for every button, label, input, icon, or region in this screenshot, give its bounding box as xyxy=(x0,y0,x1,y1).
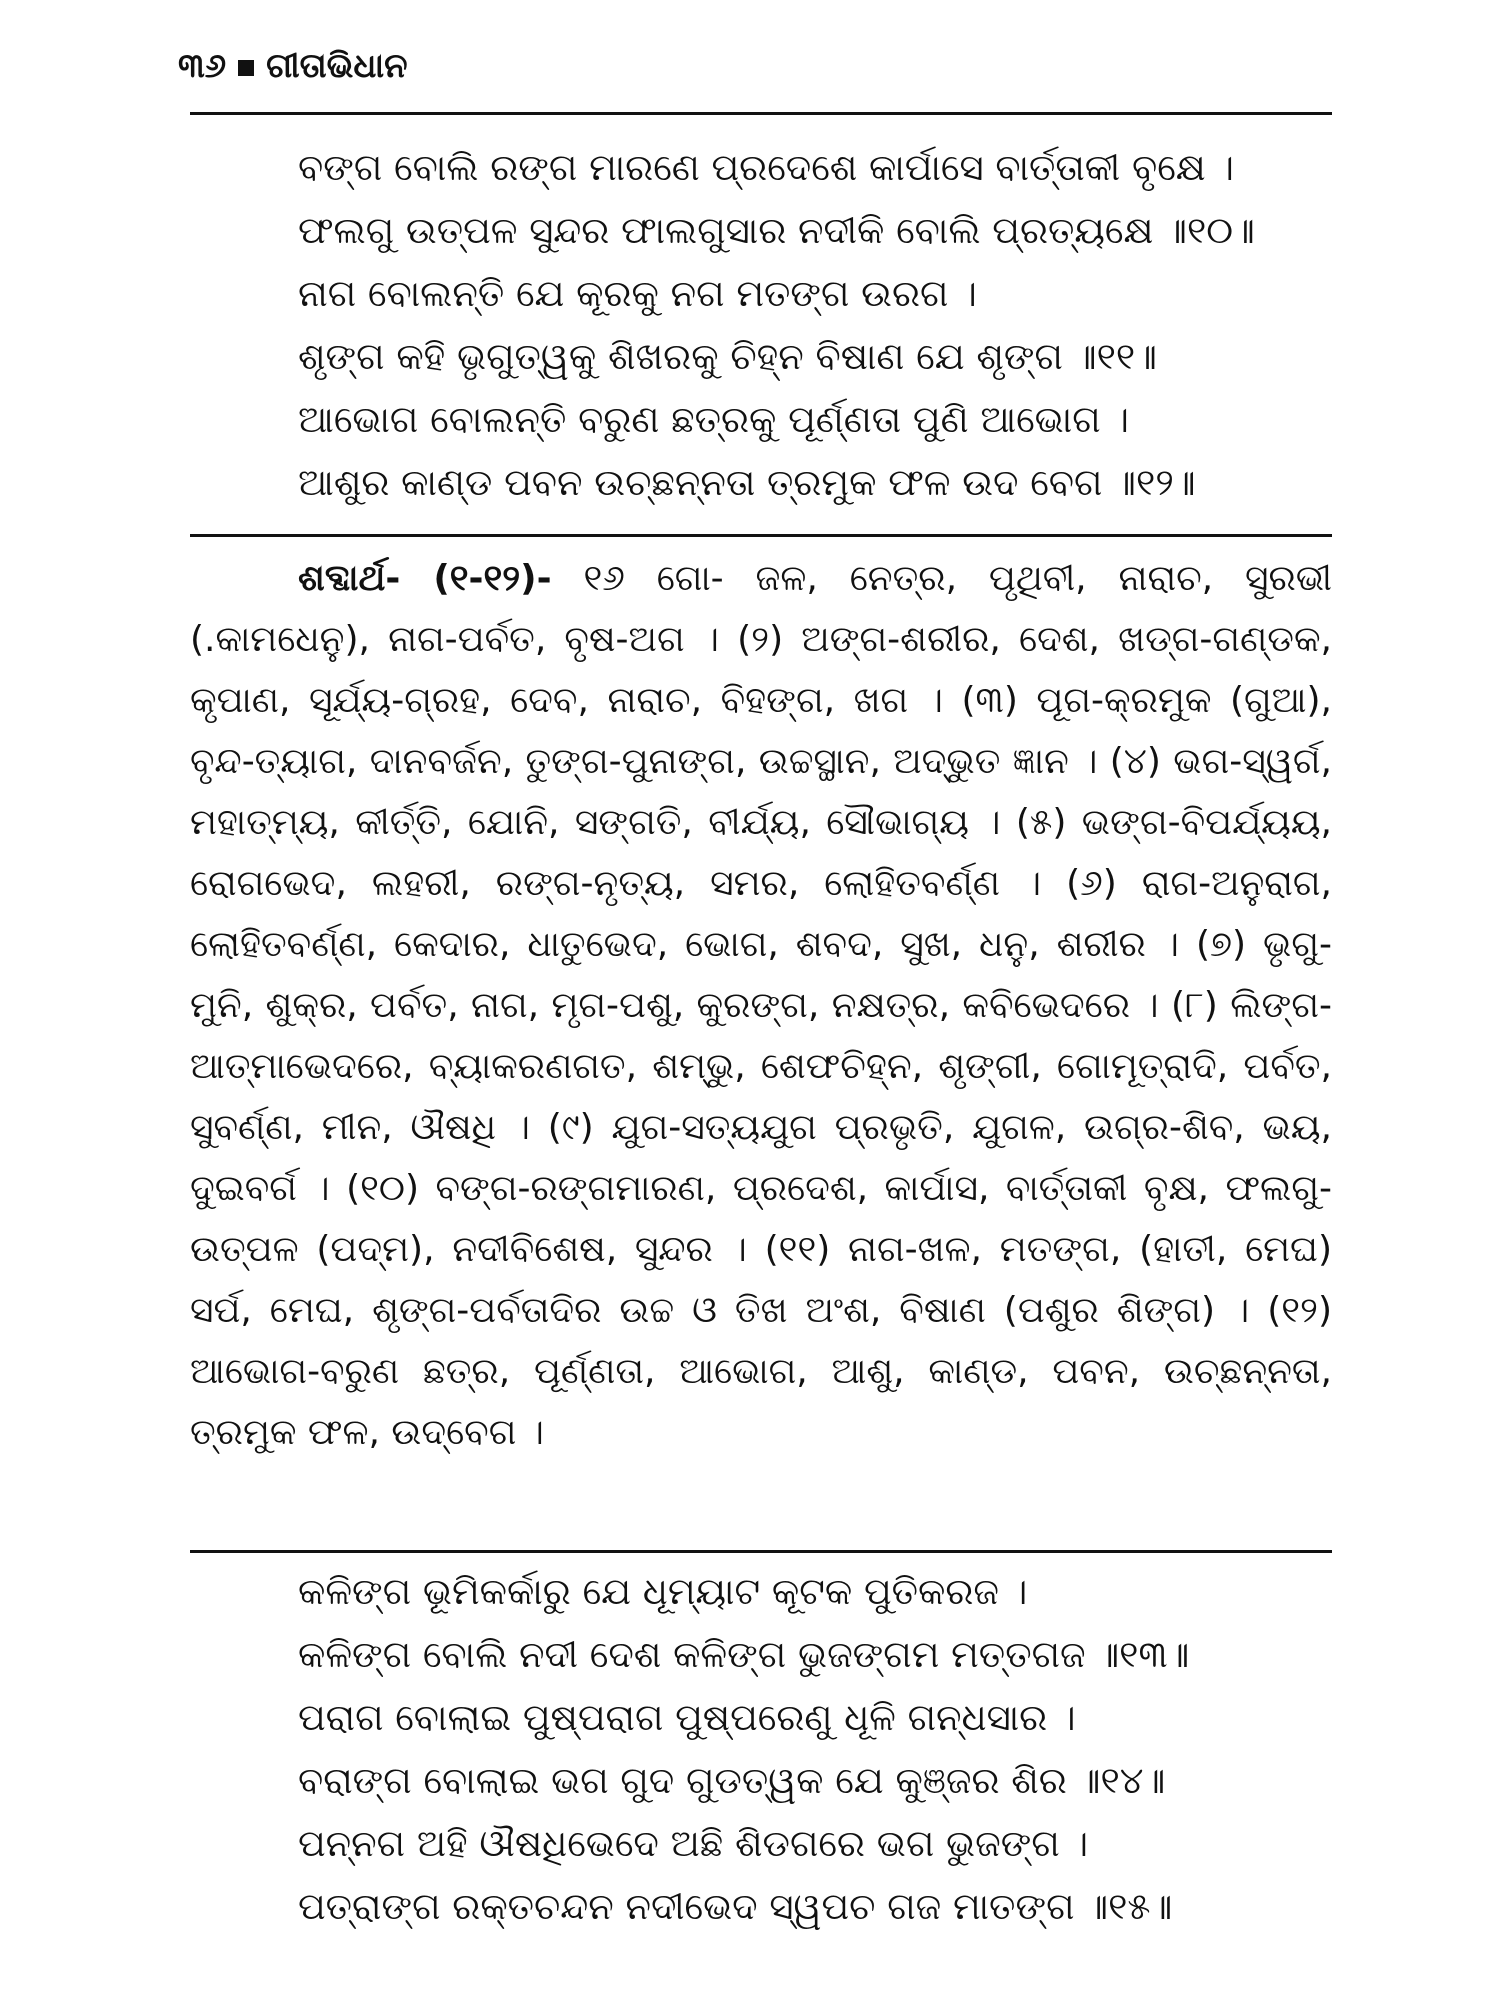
page-number: ୩୬ xyxy=(178,46,227,86)
verse-line: କଳିଙ୍ଗ ବୋଲି ନଦୀ ଦେଶ କଳିଙ୍ଗ ଭୁଜଙ୍ଗମ ମତ୍ତଗଜ ॥୧୩॥ xyxy=(298,1633,1190,1676)
running-header xyxy=(178,46,408,86)
verse-line: କଳିଙ୍ଗ ଭୂମିକର୍କାରୁ ଯେ ଧୂମ୍ୟାଟ କୂଟକ ପୁତିକରଜ । xyxy=(298,1570,1028,1613)
verse-line: ବଙ୍ଗ ବୋଲି ରଙ୍ଗ ମାରଣେ ପ୍ରଦେଶେ କାର୍ପାସେ ବାର୍ତ୍ତାକୀ ବୃକ୍ଷେ । xyxy=(298,146,1235,189)
section-rule-top xyxy=(190,534,1332,537)
word-meaning-text: ୧୬ ଗୋ- ଜଳ, ନେତ୍ର, ପୃଥିବୀ, ନାରାଚ, ସୁରଭୀ (.କାମଧେନୁ), ନାଗ-ପର୍ବତ, ବୃଷ-ଅଗ । (୨) ଅଙ୍ଗ-ଶରୀର, ଦେଶ, ଖଡ୍ଗ-ଗଣ୍ଡକ, କୃପାଣ, ସୂର୍ଯ୍ୟ-ଗ୍ରହ, ଦେବ, ନାରାଚ, ବିହଙ୍ଗ, ଖଗ । (୩) ପୂଗ-କ୍ରମୁକ (ଗୁଆ), ବୃନ୍ଦ-ତ୍ୟାଗ, ଦାନବର୍ଜନ, ତୁଙ୍ଗ-ପୁନାଙ୍ଗ, ଉଚ୍ଚସ୍ଥାନ, ଅଦ୍ଭୁତ ଜ୍ଞାନ । (୪) ଭଗ-ସ୍ୱର୍ଗ, ମହାତ୍ମ୍ୟ, କୀର୍ତ୍ତି, ଯୋନି, ସଙ୍ଗତି, ବୀର୍ଯ୍ୟ, ସୌଭାଗ୍ୟ । (୫) ଭଙ୍ଗ-ବିପର୍ଯ୍ୟୟ, ରୋଗଭେଦ, ଲହରୀ, ରଙ୍ଗ-ନୃତ୍ୟ, ସମର, ଲୋହିତବର୍ଣ୍ଣ । (୬) ରାଗ-ଅନୁରାଗ, ଲୋହିତବର୍ଣ୍ଣ, କେଦାର, ଧାତୁଭେଦ, ଭୋଗ, ଶବଦ, ସୁଖ, ଧନୁ, ଶରୀର । (୭) ଭୃଗୁ-ମୁନି, ଶୁକ୍ର, ପର୍ବତ, ନାଗ, ମୃଗ-ପଶୁ, କୁରଙ୍ଗ, ନକ୍ଷତ୍ର, କବିଭେଦରେ । (୮) ଲିଙ୍ଗ-ଆତ୍ମାଭେଦରେ, ବ୍ୟାକରଣଗତ, ଶମ୍ଭୁ, ଶେଫଚିହ୍ନ, ଶୃଙ୍ଗୀ, ଗୋମୂତ୍ରାଦି, ପର୍ବତ, ସୁବର୍ଣ୍ଣ, ମୀନ, ଔଷଧି । (୯) ଯୁଗ-ସତ୍ୟଯୁଗ ପ୍ରଭୃତି, ଯୁଗଳ, ଉଗ୍ର-ଶିବ, ଭୟ, ଦୁଇବର୍ଗ । (୧୦) ବଙ୍ଗ-ରଙ୍ଗମାରଣ, ପ୍ରଦେଶ, କାର୍ପାସ, ବାର୍ତ୍ତାକୀ ବୃକ୍ଷ, ଫଲଗୁ-ଉତ୍ପଳ (ପଦ୍ମ), ନଦୀବିଶେଷ, ସୁନ୍ଦର । (୧୧) ନାଗ-ଖଳ, ମତଙ୍ଗ, (ହାତୀ, ମେଘ) ସର୍ପ, ମେଘ, ଶୃଙ୍ଗ-ପର୍ବତାଦିର ଉଚ୍ଚ ଓ ତିଖ ଅଂଶ, ବିଷାଣ (ପଶୁର ଶିଙ୍ଗ) । (୧୨) ଆଭୋଗ-ବରୁଣ ଛତ୍ର, ପୂର୍ଣ୍ଣତା, ଆଭୋଗ, ଆଶୁ, କାଣ୍ଡ, ପବନ, ଉଚ୍ଛନ୍ନତା, ତ୍ରମୁକ ଫଳ, ଉଦ୍‌ବେଗ । xyxy=(190,558,1332,1453)
verse-line: ଆଭୋଗ ବୋଲନ୍ତି ବରୁଣ ଛତ୍ରକୁ ପୂର୍ଣ୍ଣତା ପୁଣି ଆଭୋଗ । xyxy=(298,398,1130,441)
verse-line: ପତ୍ରାଙ୍ଗ ରକ୍ତଚନ୍ଦନ ନଦୀଭେଦ ସ୍ୱପଚ ଗଜ ମାତଙ୍ଗ ॥୧୫॥ xyxy=(298,1885,1173,1928)
verse-line: ଆଶୁର କାଣ୍ଡ ପବନ ଉଚ୍ଛନ୍ନତା ତ୍ରମୁକ ଫଳ ଉଦ ବେଗ ॥୧୨॥ xyxy=(298,461,1196,504)
header-rule xyxy=(190,112,1332,115)
section-rule-bottom xyxy=(190,1550,1332,1553)
verse-line: ପନ୍ନଗ ଅହି ଔଷଧିଭେଦେ ଅଛି ଶିଡଗରେ ଭଗ ଭୁଜଙ୍ଗ । xyxy=(298,1822,1089,1865)
word-meaning-section xyxy=(190,548,1332,1463)
verse-block-top xyxy=(298,136,1338,514)
verse-block-bottom xyxy=(298,1560,1338,1938)
verse-line: ଶୃଙ୍ଗ କହି ଭୃଗୁତ୍ୱକୁ ଶିଖରକୁ ଚିହ୍ନ ବିଷାଣ ଯେ ଶୃଙ୍ଗ ॥୧୧॥ xyxy=(298,335,1157,378)
word-meaning-paragraph xyxy=(190,548,1332,1463)
verse-line: ବରାଙ୍ଗ ବୋଲାଇ ଭଗ ଗୁଦ ଗୁଡତ୍ୱକ ଯେ କୁଞ୍ଜର ଶିର ॥୧୪॥ xyxy=(298,1759,1166,1802)
word-meaning-heading: ଶବ୍ଦାର୍ଥ- (୧-୧୨)- xyxy=(298,558,552,599)
book-title: ଗୀତାଭିଧାନ xyxy=(266,46,408,86)
verse-line: ପରାଗ ବୋଲାଇ ପୁଷ୍ପରାଗ ପୁଷ୍ପରେଣୁ ଧୂଳି ଗନ୍ଧସାର । xyxy=(298,1696,1076,1739)
header-separator-square xyxy=(238,60,254,76)
verse-line: ଫଲଗୁ ଉତ୍ପଳ ସୁନ୍ଦର ଫାଲଗୁସାର ନଦୀକି ବୋଲି ପ୍ରତ୍ୟକ୍ଷେ ॥୧୦॥ xyxy=(298,209,1255,252)
verse-line: ନାଗ ବୋଲନ୍ତି ଯେ କୂରକୁ ନଗ ମତଙ୍ଗ ଉରଗ । xyxy=(298,272,977,315)
